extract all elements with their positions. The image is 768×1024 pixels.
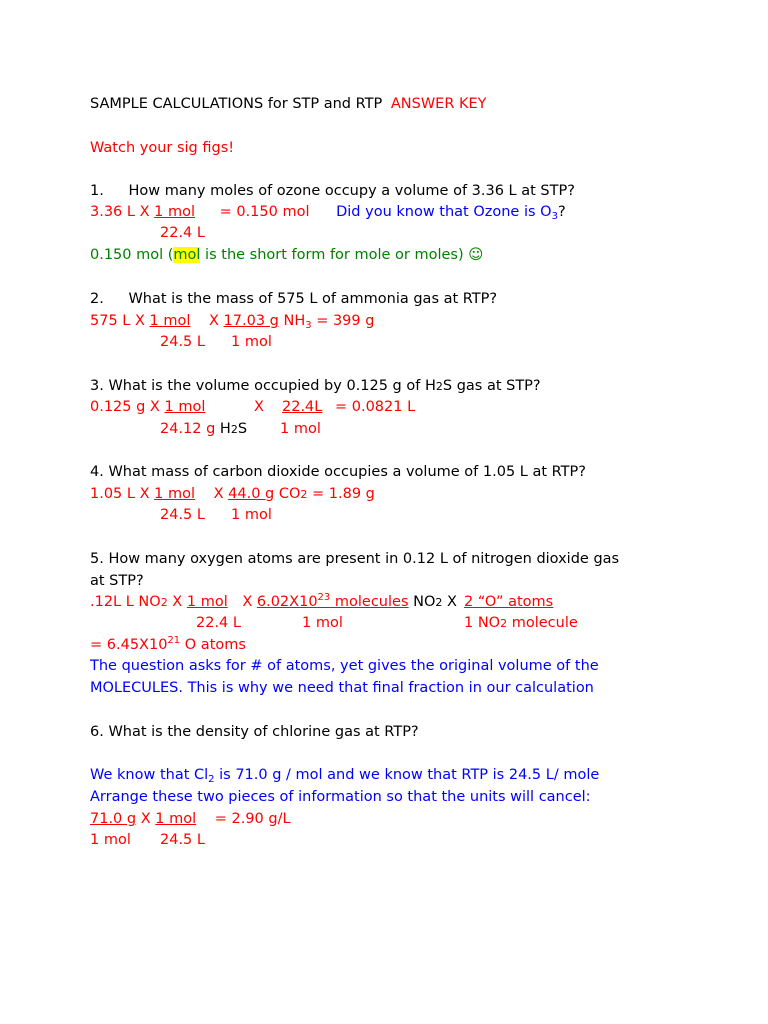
- q4-numerator-2: 44.0 g: [228, 486, 275, 502]
- q5-den-2: 1 mol: [302, 615, 343, 631]
- q3-numerator-1: 1 mol: [164, 399, 206, 415]
- q4-start: 1.05 L X: [90, 486, 155, 502]
- q4-result: = 1.89 g: [307, 486, 375, 502]
- q1-numerator: 1 mol: [154, 204, 195, 220]
- q5-den-3-a: 1 NO: [464, 615, 501, 631]
- q1-green-3: is the short form for mole or moles) ☺: [200, 247, 484, 263]
- q6-known-b: is 71.0 g / mol and we know that RTP is 24.5 L/ mole: [214, 767, 600, 783]
- q5-den-3-sub: 2: [500, 617, 508, 630]
- q2-den-1: 24.5 L: [160, 334, 205, 350]
- q5-numerator-2: [257, 594, 409, 610]
- q5-explanation-2: MOLECULES. This is why we need that final fraction in our calculation: [90, 680, 594, 696]
- q2-number: 2.: [90, 291, 104, 307]
- q4-den-2: 1 mol: [231, 507, 272, 523]
- q1-ozone-tip: [336, 204, 566, 220]
- q1-number: 1.: [90, 183, 104, 199]
- q2-result: = 399 g: [311, 313, 375, 329]
- title-main: SAMPLE CALCULATIONS for STP and RTP: [90, 96, 383, 112]
- q5-question-l1: 5. How many oxygen atoms are present in 0.12 L of nitrogen dioxide gas: [90, 551, 620, 567]
- q3-start: 0.125 g X: [90, 399, 165, 415]
- q3-den-1-sub: 2: [230, 423, 238, 436]
- q1-question-line: [90, 181, 575, 201]
- q1-question: How many moles of ozone occupy a volume of 3.36 L at STP?: [128, 183, 575, 199]
- q3-den-1-s: S: [237, 421, 248, 437]
- q4-co2: CO: [274, 486, 301, 502]
- q5-times-1: X: [167, 594, 187, 610]
- q3-result: = 0.0821 L: [330, 399, 416, 415]
- q6-numerator-1: 71.0 g: [90, 811, 137, 827]
- q2-numerator-2: 17.03 g: [223, 313, 279, 329]
- q5-den-3-b: molecule: [507, 615, 578, 631]
- q6-known-line: [90, 765, 599, 785]
- title-line: [90, 94, 487, 114]
- q2-numerator-1: 1 mol: [149, 313, 191, 329]
- q1-result: = 0.150 mol: [214, 204, 310, 220]
- q6-known-a: We know that Cl: [90, 767, 209, 783]
- q4-calc-line: [90, 484, 375, 505]
- q5-avogadro: 6.02X10: [256, 594, 318, 610]
- q1-answer-line: [90, 245, 483, 265]
- answer-key-label: ANSWER KEY: [390, 96, 487, 112]
- q6-calc-line: [90, 809, 291, 829]
- q5-calc-line: [90, 592, 457, 613]
- q1-tip-end: ?: [557, 204, 566, 220]
- q3-numerator-2: 22.4L: [282, 399, 323, 415]
- q4-numerator-1: 1 mol: [154, 486, 195, 502]
- q2-question-line: [90, 289, 497, 309]
- q5-result-end: O atoms: [180, 637, 246, 653]
- q5-avogadro-exp: 23: [317, 592, 331, 603]
- q1-tip-sub: 3: [551, 211, 558, 222]
- q5-den-3: [464, 613, 578, 634]
- q5-start: .12L L NO: [90, 594, 161, 610]
- q4-times: X: [208, 486, 229, 502]
- q2-nh3-sub: 3: [305, 320, 312, 331]
- sig-figs-note: Watch your sig figs!: [90, 140, 235, 156]
- q5-result-exp: 21: [167, 635, 181, 646]
- q1-denominator: 22.4 L: [160, 225, 205, 241]
- q5-explanation-1: The question asks for # of atoms, yet gives the original volume of the: [90, 658, 599, 674]
- q3-question-sub: 2: [435, 380, 443, 393]
- q3-den-1: [160, 419, 247, 440]
- q4-question: 4. What mass of carbon dioxide occupies a volume of 1.05 L at RTP?: [90, 464, 586, 480]
- q2-calc-line: [90, 311, 374, 331]
- q5-question-l2: at STP?: [90, 573, 144, 589]
- q6-den-2: 24.5 L: [160, 832, 205, 848]
- q6-question: 6. What is the density of chlorine gas at RTP?: [90, 724, 419, 740]
- q1-calc-line: [90, 202, 566, 222]
- q5-no2-sub: 2: [435, 596, 443, 609]
- q4-co2-sub: 2: [300, 488, 308, 501]
- q3-question: 3. What is the volume occupied by 0.125 g of H: [90, 378, 436, 394]
- q5-times-2: X: [237, 594, 257, 610]
- q3-second-fraction: [282, 397, 415, 417]
- q6-arrange-line: Arrange these two pieces of information so that the units will cancel:: [90, 789, 591, 805]
- q1-green-1: 0.150 mol (: [90, 247, 174, 263]
- q3-times: X: [254, 399, 264, 415]
- q5-start-sub: 2: [160, 596, 168, 609]
- q2-question: What is the mass of 575 L of ammonia gas at RTP?: [128, 291, 498, 307]
- q3-question-end: S gas at STP?: [442, 378, 541, 394]
- q2-den-2: 1 mol: [231, 334, 272, 350]
- q3-den-1-h: H: [215, 421, 231, 437]
- q6-cl2-sub: 2: [208, 774, 215, 785]
- q6-den-1: 1 mol: [90, 832, 131, 848]
- q2-start: 575 L X: [90, 313, 150, 329]
- q5-den-1: 22.4 L: [196, 615, 241, 631]
- q1-mol-highlight: mol: [173, 247, 201, 263]
- q6-numerator-2: 1 mol: [155, 811, 197, 827]
- q6-result: = 2.90 g/L: [210, 811, 291, 827]
- q5-result-line: [90, 635, 246, 655]
- q4-den-1: 24.5 L: [160, 507, 205, 523]
- q1-tip-text: Did you know that Ozone is O: [336, 204, 552, 220]
- q6-times: X: [136, 811, 156, 827]
- q5-numerator-1: 1 mol: [186, 594, 228, 610]
- q5-times-3: X: [442, 594, 457, 610]
- q3-den-2: 1 mol: [280, 421, 321, 437]
- q3-question-line: [90, 376, 541, 397]
- q2-nh3: NH: [278, 313, 306, 329]
- q5-no2: NO: [408, 594, 436, 610]
- q5-numerator-3: 2 “O” atoms: [464, 594, 554, 610]
- q2-times: X: [204, 313, 224, 329]
- q5-molecules: molecules: [330, 594, 409, 610]
- q3-den-1-value: 24.12 g: [160, 421, 216, 437]
- q5-result: = 6.45X10: [90, 637, 168, 653]
- q1-start: 3.36 L X: [90, 204, 150, 220]
- q3-calc-line: [90, 397, 217, 417]
